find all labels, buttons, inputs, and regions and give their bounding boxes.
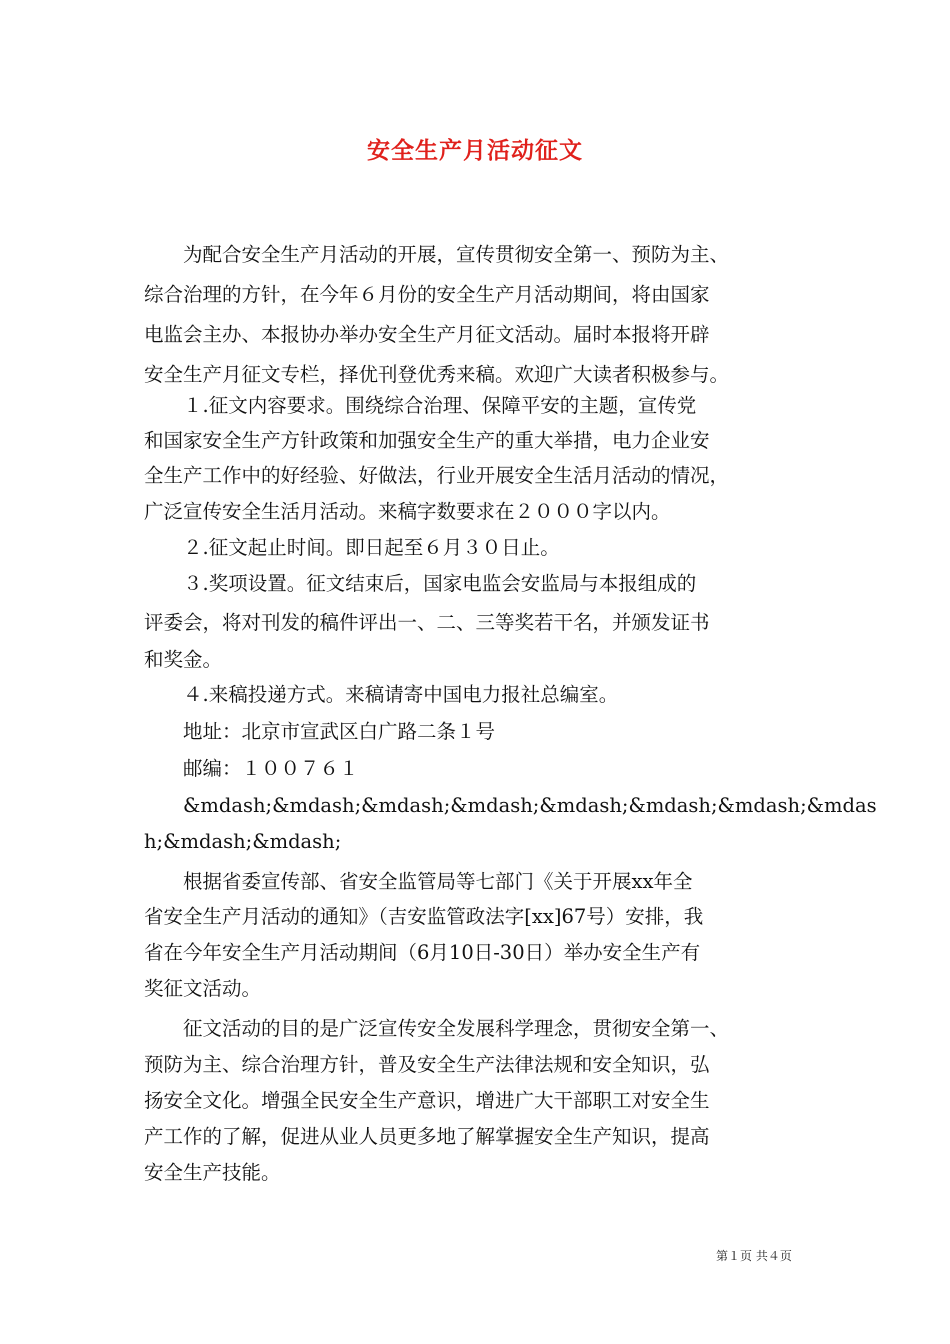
body-line: 广泛宣传安全生活月活动。来稿字数要求在２０００字以内。 bbox=[144, 500, 671, 523]
body-line: １.征文内容要求。围绕综合治理、保障平安的主题，宣传党 bbox=[144, 394, 697, 417]
body-line: 为配合安全生产月活动的开展，宣传贯彻安全第一、预防为主、 bbox=[144, 243, 730, 266]
body-line: ３.奖项设置。征文结束后，国家电监会安监局与本报组成的 bbox=[144, 572, 697, 595]
body-line: ２.征文起止时间。即日起至６月３０日止。 bbox=[144, 536, 560, 559]
body-line: ４.来稿投递方式。来稿请寄中国电力报社总编室。 bbox=[144, 683, 619, 706]
body-line: 和国家安全生产方针政策和加强安全生产的重大举措，电力企业安 bbox=[144, 429, 710, 452]
body-line: 奖征文活动。 bbox=[144, 977, 262, 1000]
postcode-line: 邮编：１００７６１ bbox=[144, 757, 359, 780]
body-line: 预防为主、综合治理方针，普及安全生产法律法规和安全知识，弘 bbox=[144, 1053, 710, 1076]
page-number: 第１页 共４页 bbox=[716, 1249, 792, 1263]
document-title: 安全生产月活动征文 bbox=[367, 137, 583, 164]
body-line: 扬安全文化。增强全民安全生产意识，增进广大干部职工对安全生 bbox=[144, 1089, 710, 1112]
address-line: 地址：北京市宣武区白广路二条１号 bbox=[144, 720, 496, 743]
body-line: 电监会主办、本报协办举办安全生产月征文活动。届时本报将开辟 bbox=[144, 323, 710, 346]
body-line: 安全生产技能。 bbox=[144, 1161, 281, 1184]
body-line: 根据省委宣传部、省安全监管局等七部门《关于开展xx年全 bbox=[144, 870, 693, 893]
body-line: 评委会，将对刊发的稿件评出一、二、三等奖若干名，并颁发证书 bbox=[144, 611, 710, 634]
body-line: 全生产工作中的好经验、好做法，行业开展安全生活月活动的情况， bbox=[144, 464, 730, 487]
body-line: 省在今年安全生产月活动期间（6月10日-30日）举办安全生产有 bbox=[144, 941, 701, 964]
body-line: 征文活动的目的是广泛宣传安全发展科学理念，贯彻安全第一、 bbox=[144, 1017, 730, 1040]
body-line: h;&mdash;&mdash; bbox=[144, 830, 342, 853]
body-line: 综合治理的方针，在今年６月份的安全生产月活动期间，将由国家 bbox=[144, 283, 710, 306]
body-line: 和奖金。 bbox=[144, 648, 223, 671]
body-line: &mdash;&mdash;&mdash;&mdash;&mdash;&mdash;&mdash;&mdas bbox=[144, 794, 877, 817]
body-line: 安全生产月征文专栏，择优刊登优秀来稿。欢迎广大读者积极参与。 bbox=[144, 363, 730, 386]
body-line: 省安全生产月活动的通知》（吉安监管政法字[xx]67号）安排，我 bbox=[144, 905, 704, 928]
body-line: 产工作的了解，促进从业人员更多地了解掌握安全生产知识，提高 bbox=[144, 1125, 710, 1148]
